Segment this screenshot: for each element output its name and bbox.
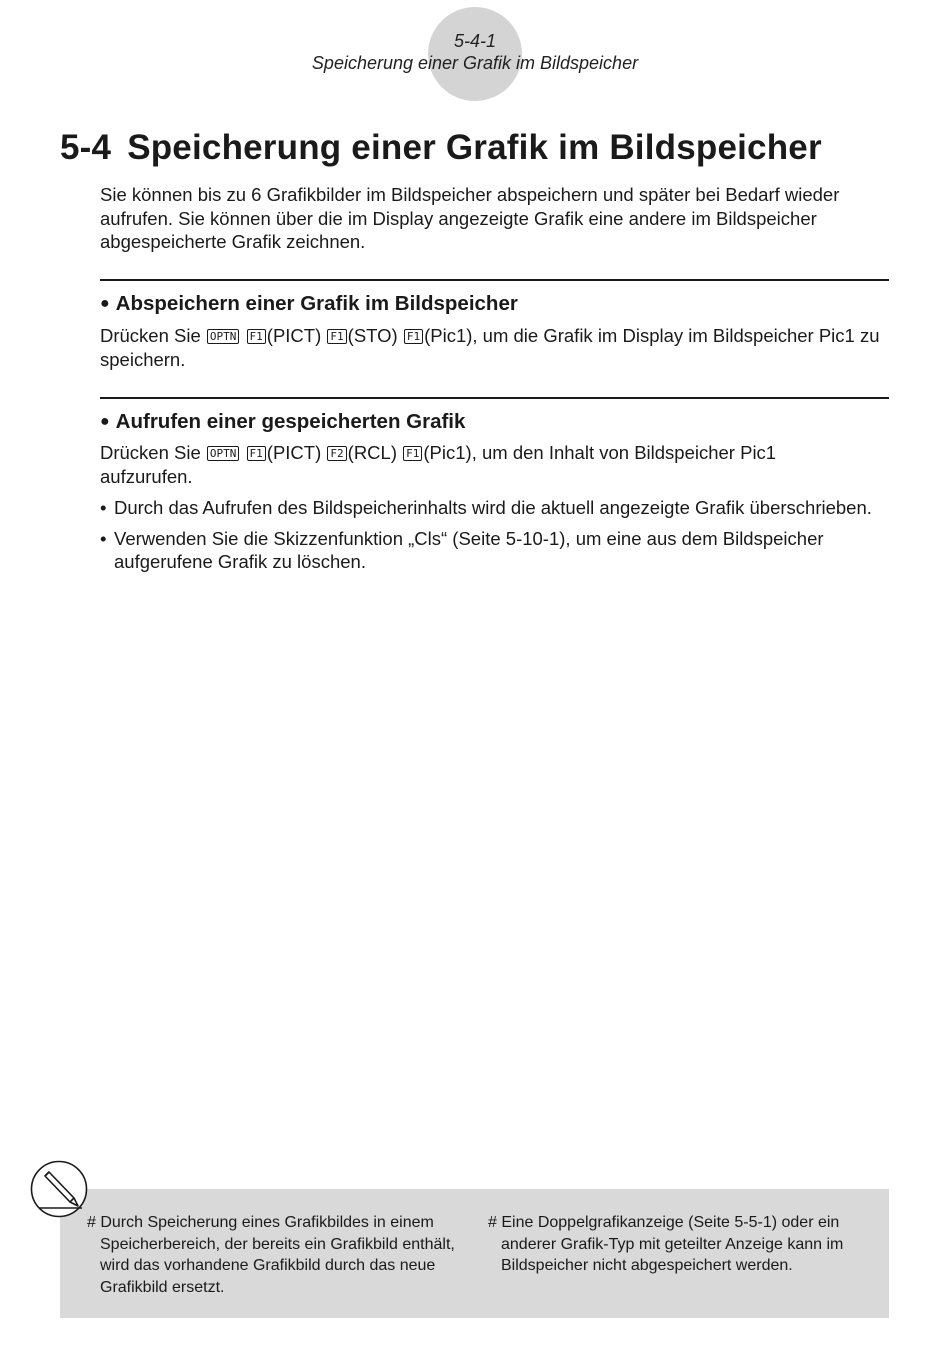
instruction-prefix: Drücken Sie xyxy=(100,325,201,346)
instruction-suffix: (Pic1), um den Inhalt von Bildspeicher Pic1 aufzurufen. xyxy=(100,442,777,487)
instruction-suffix: (Pic1), um die Grafik im Display im Bildspeicher Pic1 zu speichern. xyxy=(100,325,880,370)
instruction-prefix: Drücken Sie xyxy=(100,442,201,463)
section-title: Aufrufen einer gespeicherten Grafik xyxy=(115,410,466,433)
optn-key: OPTN xyxy=(207,446,240,461)
page-number: 5-4-1 xyxy=(453,31,497,51)
f1-key: F1 xyxy=(403,446,422,461)
section-divider xyxy=(100,279,889,281)
f1-key: F1 xyxy=(327,329,346,344)
intro-paragraph: Sie können bis zu 6 Grafikbilder im Bildspeicher abspeichern und später bei Bedarf wieder aufrufen. Sie können über die im Display angezeigte Grafik eine andere im Bildspeicher abgespeicherte Grafik zeichnen. xyxy=(100,184,840,252)
f1-key: F1 xyxy=(404,329,423,344)
pencil-icon xyxy=(30,1160,88,1218)
section-divider xyxy=(100,397,889,399)
f1-key: F1 xyxy=(247,446,266,461)
section-title: Abspeichern einer Grafik im Bildspeicher xyxy=(115,292,518,315)
pict-label: (PICT) xyxy=(266,442,322,463)
list-item-text: Verwenden Sie die Skizzenfunktion „Cls“ (Seite 5-10-1), um eine aus dem Bildspeicher aufgerufene Grafik zu löschen. xyxy=(114,527,824,572)
list-item: • Durch das Aufrufen des Bildspeicherinhalts wird die aktuell angezeigte Grafik überschrieben. xyxy=(100,497,872,518)
bullet-dot: ● xyxy=(100,413,110,430)
list-item: • Verwenden Sie die Skizzenfunktion „Cls“ (Seite 5-10-1), um eine aus dem Bildspeicher aufgerufene Grafik zu löschen. xyxy=(100,527,824,572)
list-item-text: Durch das Aufrufen des Bildspeicherinhalts wird die aktuell angezeigte Grafik überschrieben. xyxy=(114,497,872,518)
chapter-heading xyxy=(60,128,822,168)
sto-label: (STO) xyxy=(347,325,398,346)
rcl-label: (RCL) xyxy=(347,442,397,463)
f2-key: F2 xyxy=(327,446,346,461)
f1-key: F1 xyxy=(247,329,266,344)
store-instructions xyxy=(100,324,880,371)
running-title: Speicherung einer Grafik im Bildspeicher xyxy=(311,53,639,73)
section-heading-recall xyxy=(100,410,465,434)
optn-key: OPTN xyxy=(207,329,240,344)
note-right: # Eine Doppelgrafikanzeige (Seite 5-5-1) oder ein anderer Grafik-Typ mit geteilter Anzeige kann im Bildspeicher nicht abgespeichert werden. xyxy=(488,1214,844,1274)
chapter-title: Speicherung einer Grafik im Bildspeicher xyxy=(127,128,822,167)
chapter-number: 5-4 xyxy=(60,128,112,167)
note-left: # Durch Speicherung eines Grafikbildes in einem Speicherbereich, der bereits ein Grafikbild enthält, wird das vorhandene Grafikbild durch das neue Grafikbild ersetzt. xyxy=(87,1214,455,1296)
bullet-dot: ● xyxy=(100,295,110,312)
pict-label: (PICT) xyxy=(266,325,322,346)
recall-notes-list xyxy=(100,496,900,581)
recall-instructions xyxy=(100,441,820,488)
section-heading-store xyxy=(100,292,518,316)
